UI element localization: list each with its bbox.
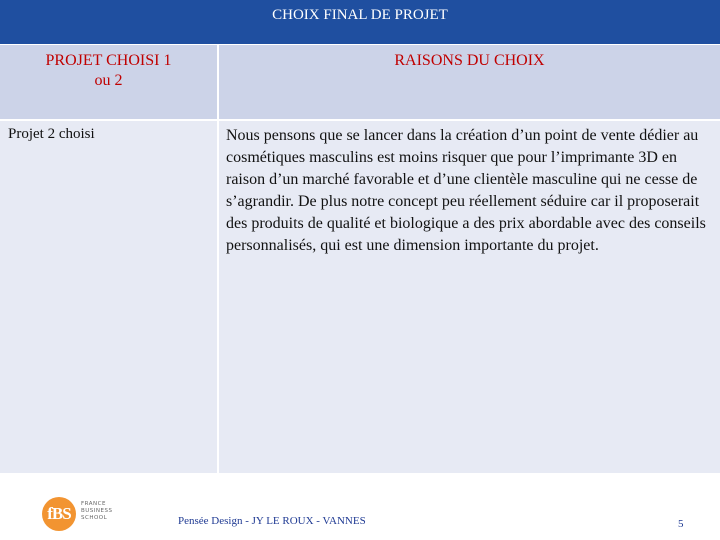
fbs-logo-text bbox=[81, 501, 112, 522]
fbs-logo bbox=[42, 497, 142, 533]
cell-reasons: Nous pensons que se lancer dans la création d’un point de vente dédier au cosmétiques masculins est moins risquer que pour l’imprimante 3D en raison d’un marché favorable et d’une clientèle masculine qui ne cesse de s’agrandir. De plus notre concept peu réellement séduire car il proposerait des produits de qualité et biologique a des prix abordable avec des conseils personnalisés, qui est une dimension importante du projet. bbox=[219, 121, 720, 473]
header-reasons bbox=[219, 45, 720, 119]
logo-line: SCHOOL bbox=[81, 515, 108, 521]
page-number: 5 bbox=[678, 518, 684, 530]
cell-choice: Projet 2 choisi bbox=[0, 121, 217, 473]
fbs-logo-mark: fBS bbox=[42, 497, 76, 531]
header-reasons-label: RAISONS DU CHOIX bbox=[394, 52, 545, 69]
footer-credit: Pensée Design - JY LE ROUX - VANNES bbox=[178, 515, 366, 527]
table-title: CHOIX FINAL DE PROJET bbox=[0, 0, 720, 44]
header-project-chosen-label: PROJET CHOISI 1 ou 2 bbox=[45, 52, 172, 89]
header-project-chosen bbox=[0, 45, 217, 119]
logo-line: FRANCE bbox=[81, 501, 106, 507]
logo-line: BUSINESS bbox=[81, 508, 113, 514]
